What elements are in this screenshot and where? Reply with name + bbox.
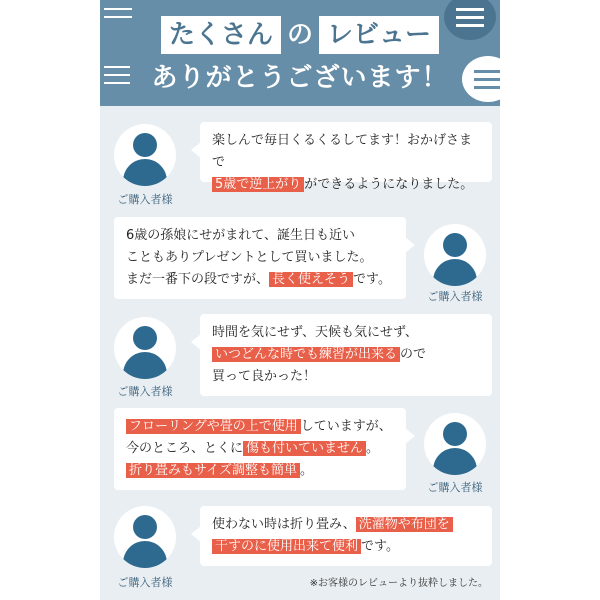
title-word-review: レビュー [319,16,439,54]
avatar-icon [424,224,486,286]
review-line [126,438,394,460]
review-text: ができるようになりました。 [304,177,474,192]
highlighted-text: 5歳で逆上がり [212,177,304,192]
avatar-icon [114,124,176,186]
review-text: 時間を気にせず、天候も気にせず、 [212,325,418,340]
review-line [126,269,394,291]
review-line [126,460,394,482]
buyer-label: ご購入者様 [117,576,173,589]
review-text: 買って良かった！ [212,369,317,384]
highlighted-text: 洗濯物や布団を [356,517,453,532]
review-text: 使わない時は折り畳み、 [212,517,356,532]
review-text: 今のところ、とくに [126,441,244,456]
review-card [200,314,492,396]
review-text: まだ一番下の段ですが、 [126,272,270,287]
review-line [126,416,394,438]
review-card [114,217,406,299]
review-line [126,225,394,247]
review-text: 6歳の孫娘にせがまれて、誕生日も近い [126,228,356,243]
header-banner [100,0,500,106]
review-panel [100,0,500,600]
title-particle: の [286,20,313,50]
avatar-icon [114,317,176,379]
review-line [212,536,480,558]
review-text: 。 [366,441,380,456]
buyer-label: ご購入者様 [117,385,173,398]
review-line [212,366,480,388]
highlighted-text: 傷も付いていません [243,441,366,456]
highlighted-text: 折り畳みもサイズ調整も簡単 [126,463,300,478]
review-text: です。 [361,539,399,554]
review-line [212,514,480,536]
review-line [126,247,394,269]
review-line [212,322,480,344]
review-card [200,122,492,192]
review-card [200,506,492,566]
buyer-label: ご購入者様 [427,481,483,494]
footnote: ※お客様のレビューより抜粋しました。 [309,578,488,589]
buyer-label: ご購入者様 [117,193,173,206]
highlighted-text: 長く使えそう [269,272,353,287]
avatar-icon [114,506,176,568]
review-text: 。 [299,463,313,478]
review-text: ので [400,347,427,362]
highlighted-text: いつどんな時でも練習が出来る [212,347,400,362]
review-card [114,408,406,490]
review-line [212,344,480,366]
buyer-label: ご購入者様 [427,290,483,303]
review-text: です。 [353,272,391,287]
highlighted-text: フローリングや畳の上で使用 [126,419,301,434]
avatar-icon [424,413,486,475]
header-title-line1 [100,16,500,56]
highlighted-text: 干すのに使用出来て便利 [212,539,361,554]
review-text: こともありプレゼントとして買いました。 [126,250,373,265]
review-line [212,130,480,174]
review-text: 楽しんで毎日くるくるしてます！おかげさまで [212,133,473,170]
title-word-takusan: たくさん [161,16,281,54]
review-text: していますが、 [300,419,392,434]
review-line [212,174,480,196]
header-title-line2: ありがとうございます！ [151,63,449,93]
